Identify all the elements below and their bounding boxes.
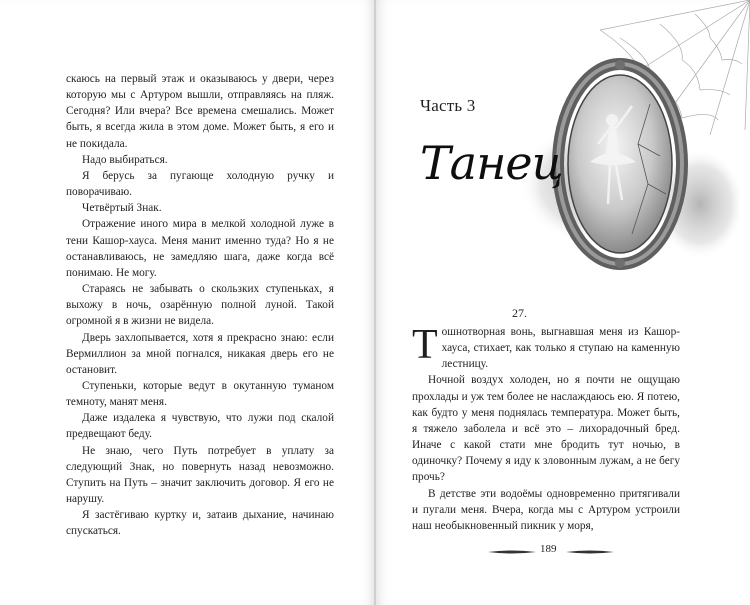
page-number: 189 [540, 543, 557, 555]
paragraph: Надо выбираться. [82, 153, 168, 166]
paragraph [412, 324, 680, 372]
ornament-right-icon [566, 548, 614, 556]
chapter-title: Танец [420, 136, 563, 190]
paragraph: скаюсь на первый этаж и оказываюсь у двери, через которую мы с Артуром вышли, отправляясь на пляж. Сегодня? Или вчера? Все времена смешались. Может быть, я всегда жила в этом доме. Может быть, я его и не покидала. [66, 73, 334, 150]
left-page-text [66, 71, 334, 540]
part-label: Часть 3 [420, 96, 476, 115]
paragraph: Дверь захлопывается, хотя я прекрасно знаю: если Вермиллион за мной погнался, никакая дверь его не остановит. [66, 331, 334, 376]
paragraph: Даже издалека я чувствую, что лужи под скалой предвещают беду. [66, 412, 334, 441]
paragraph: Не знаю, чего Путь потребует в уплату за следующий Знак, но повернуть назад невозможно. Ступить на Путь – значит заключить договор. Я его не нарушу. [66, 444, 334, 506]
drop-cap: Т [412, 322, 438, 368]
paragraph: В детстве эти водоёмы одновременно притягивали и пугали меня. Вчера, когда мы с Артуром устроили наш необыкновенный пикник у моря, [412, 487, 680, 532]
paragraph-text: ошнотворная вонь, выгнавшая меня из Кашор-хауса, стихает, как только я ступаю на каменную лестницу. [441, 326, 680, 371]
paragraph: Стараясь не забывать о скользких ступеньках, я выхожу в ночь, озарённую полной луной. Такой огромной я в жизни не видела. [66, 283, 334, 328]
chapter-number: 27. [512, 306, 527, 320]
paragraph: Отражение иного мира в мелкой холодной луже в тени Кашор-хауса. Меня манит именно туда? Но я не останавливаюсь, не замедляю шага, даже когда всё понимаю. Не могу. [66, 218, 334, 279]
paragraph: Я застёгиваю куртку и, затаив дыхание, начинаю спускаться. [66, 509, 334, 538]
ornament-left-icon [488, 548, 536, 556]
paragraph: Четвёртый Знак. [82, 202, 162, 215]
paragraph: Я берусь за пугающе холодную ручку и поворачиваю. [66, 169, 334, 199]
right-page-text [412, 324, 680, 534]
paragraph: Ступеньки, которые ведут в окутанную туманом темноту, манят меня. [66, 379, 334, 409]
paragraph: Ночной воздух холоден, но я почти не ощущаю прохлады и уж тем более не наслаждаюсь ею. Я потею, как будто у меня поднялась температура. Может быть, я тяжело заболела и всё это – лихорадочный бред. Иначе с какой стати мне бродить тут ночью, в одиночку? Почему я иду к зловонным лужам, а не бегу прочь? [412, 374, 680, 484]
